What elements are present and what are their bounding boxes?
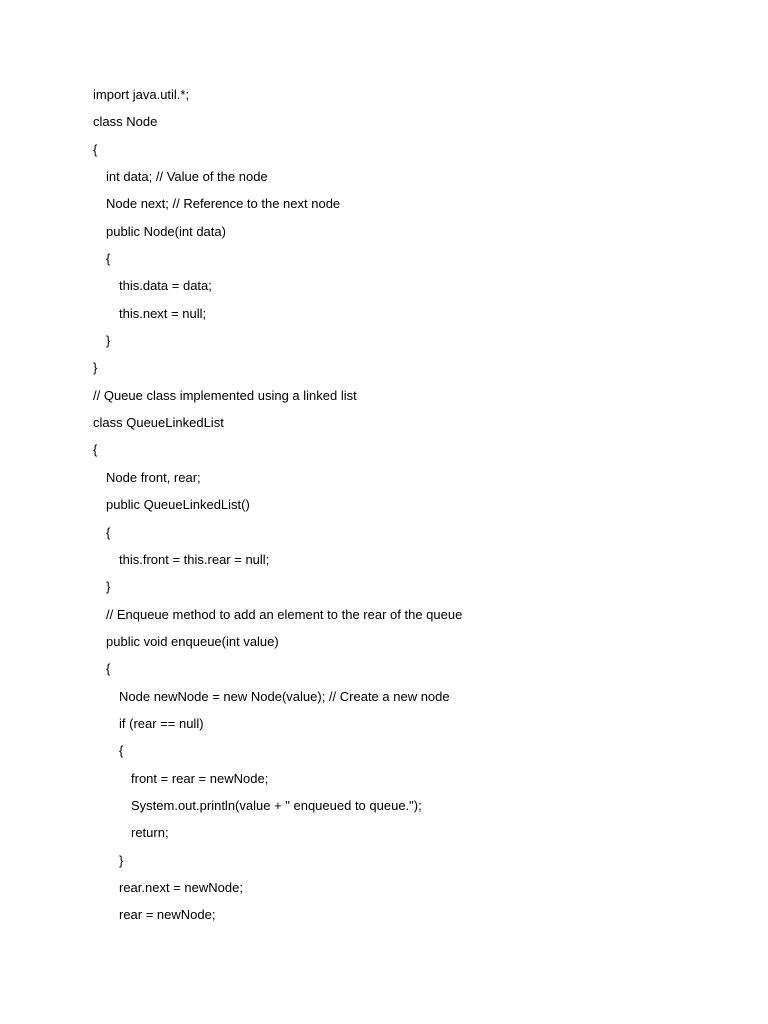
code-line: this.next = null; bbox=[119, 305, 207, 321]
code-line: Node front, rear; bbox=[106, 469, 201, 485]
code-line: // Queue class implemented using a linked list bbox=[93, 387, 357, 403]
code-listing bbox=[93, 85, 733, 933]
code-line: int data; // Value of the node bbox=[106, 169, 268, 185]
code-line: public QueueLinkedList() bbox=[106, 497, 250, 513]
code-line: { bbox=[93, 141, 98, 157]
code-line: class QueueLinkedList bbox=[93, 415, 224, 431]
code-line: return; bbox=[131, 825, 169, 841]
code-line: class Node bbox=[93, 114, 158, 130]
code-line: // Enqueue method to add an element to the rear of the queue bbox=[106, 606, 463, 622]
code-line: } bbox=[93, 360, 98, 376]
code-line: this.data = data; bbox=[119, 278, 212, 294]
code-line: import java.util.*; bbox=[93, 87, 190, 102]
code-line: Node next; // Reference to the next node bbox=[106, 196, 341, 212]
code-line: this.front = this.rear = null; bbox=[119, 551, 270, 567]
code-line: rear.next = newNode; bbox=[119, 879, 243, 895]
code-line: { bbox=[106, 661, 111, 677]
code-line: front = rear = newNode; bbox=[131, 770, 269, 786]
code-line: } bbox=[119, 852, 124, 868]
code-line: System.out.println(value + " enqueued to queue."); bbox=[131, 797, 422, 813]
code-line: { bbox=[106, 524, 111, 540]
code-line: public Node(int data) bbox=[106, 223, 226, 239]
code-line: } bbox=[106, 579, 111, 595]
code-line: { bbox=[119, 743, 124, 759]
code-line: rear = newNode; bbox=[119, 907, 216, 923]
code-line: Node newNode = new Node(value); // Create a new node bbox=[119, 688, 450, 704]
code-line: { bbox=[106, 251, 111, 267]
code-line: { bbox=[93, 442, 98, 458]
code-line: if (rear == null) bbox=[119, 715, 204, 731]
code-line: } bbox=[106, 333, 111, 349]
code-line: public void enqueue(int value) bbox=[106, 633, 279, 649]
